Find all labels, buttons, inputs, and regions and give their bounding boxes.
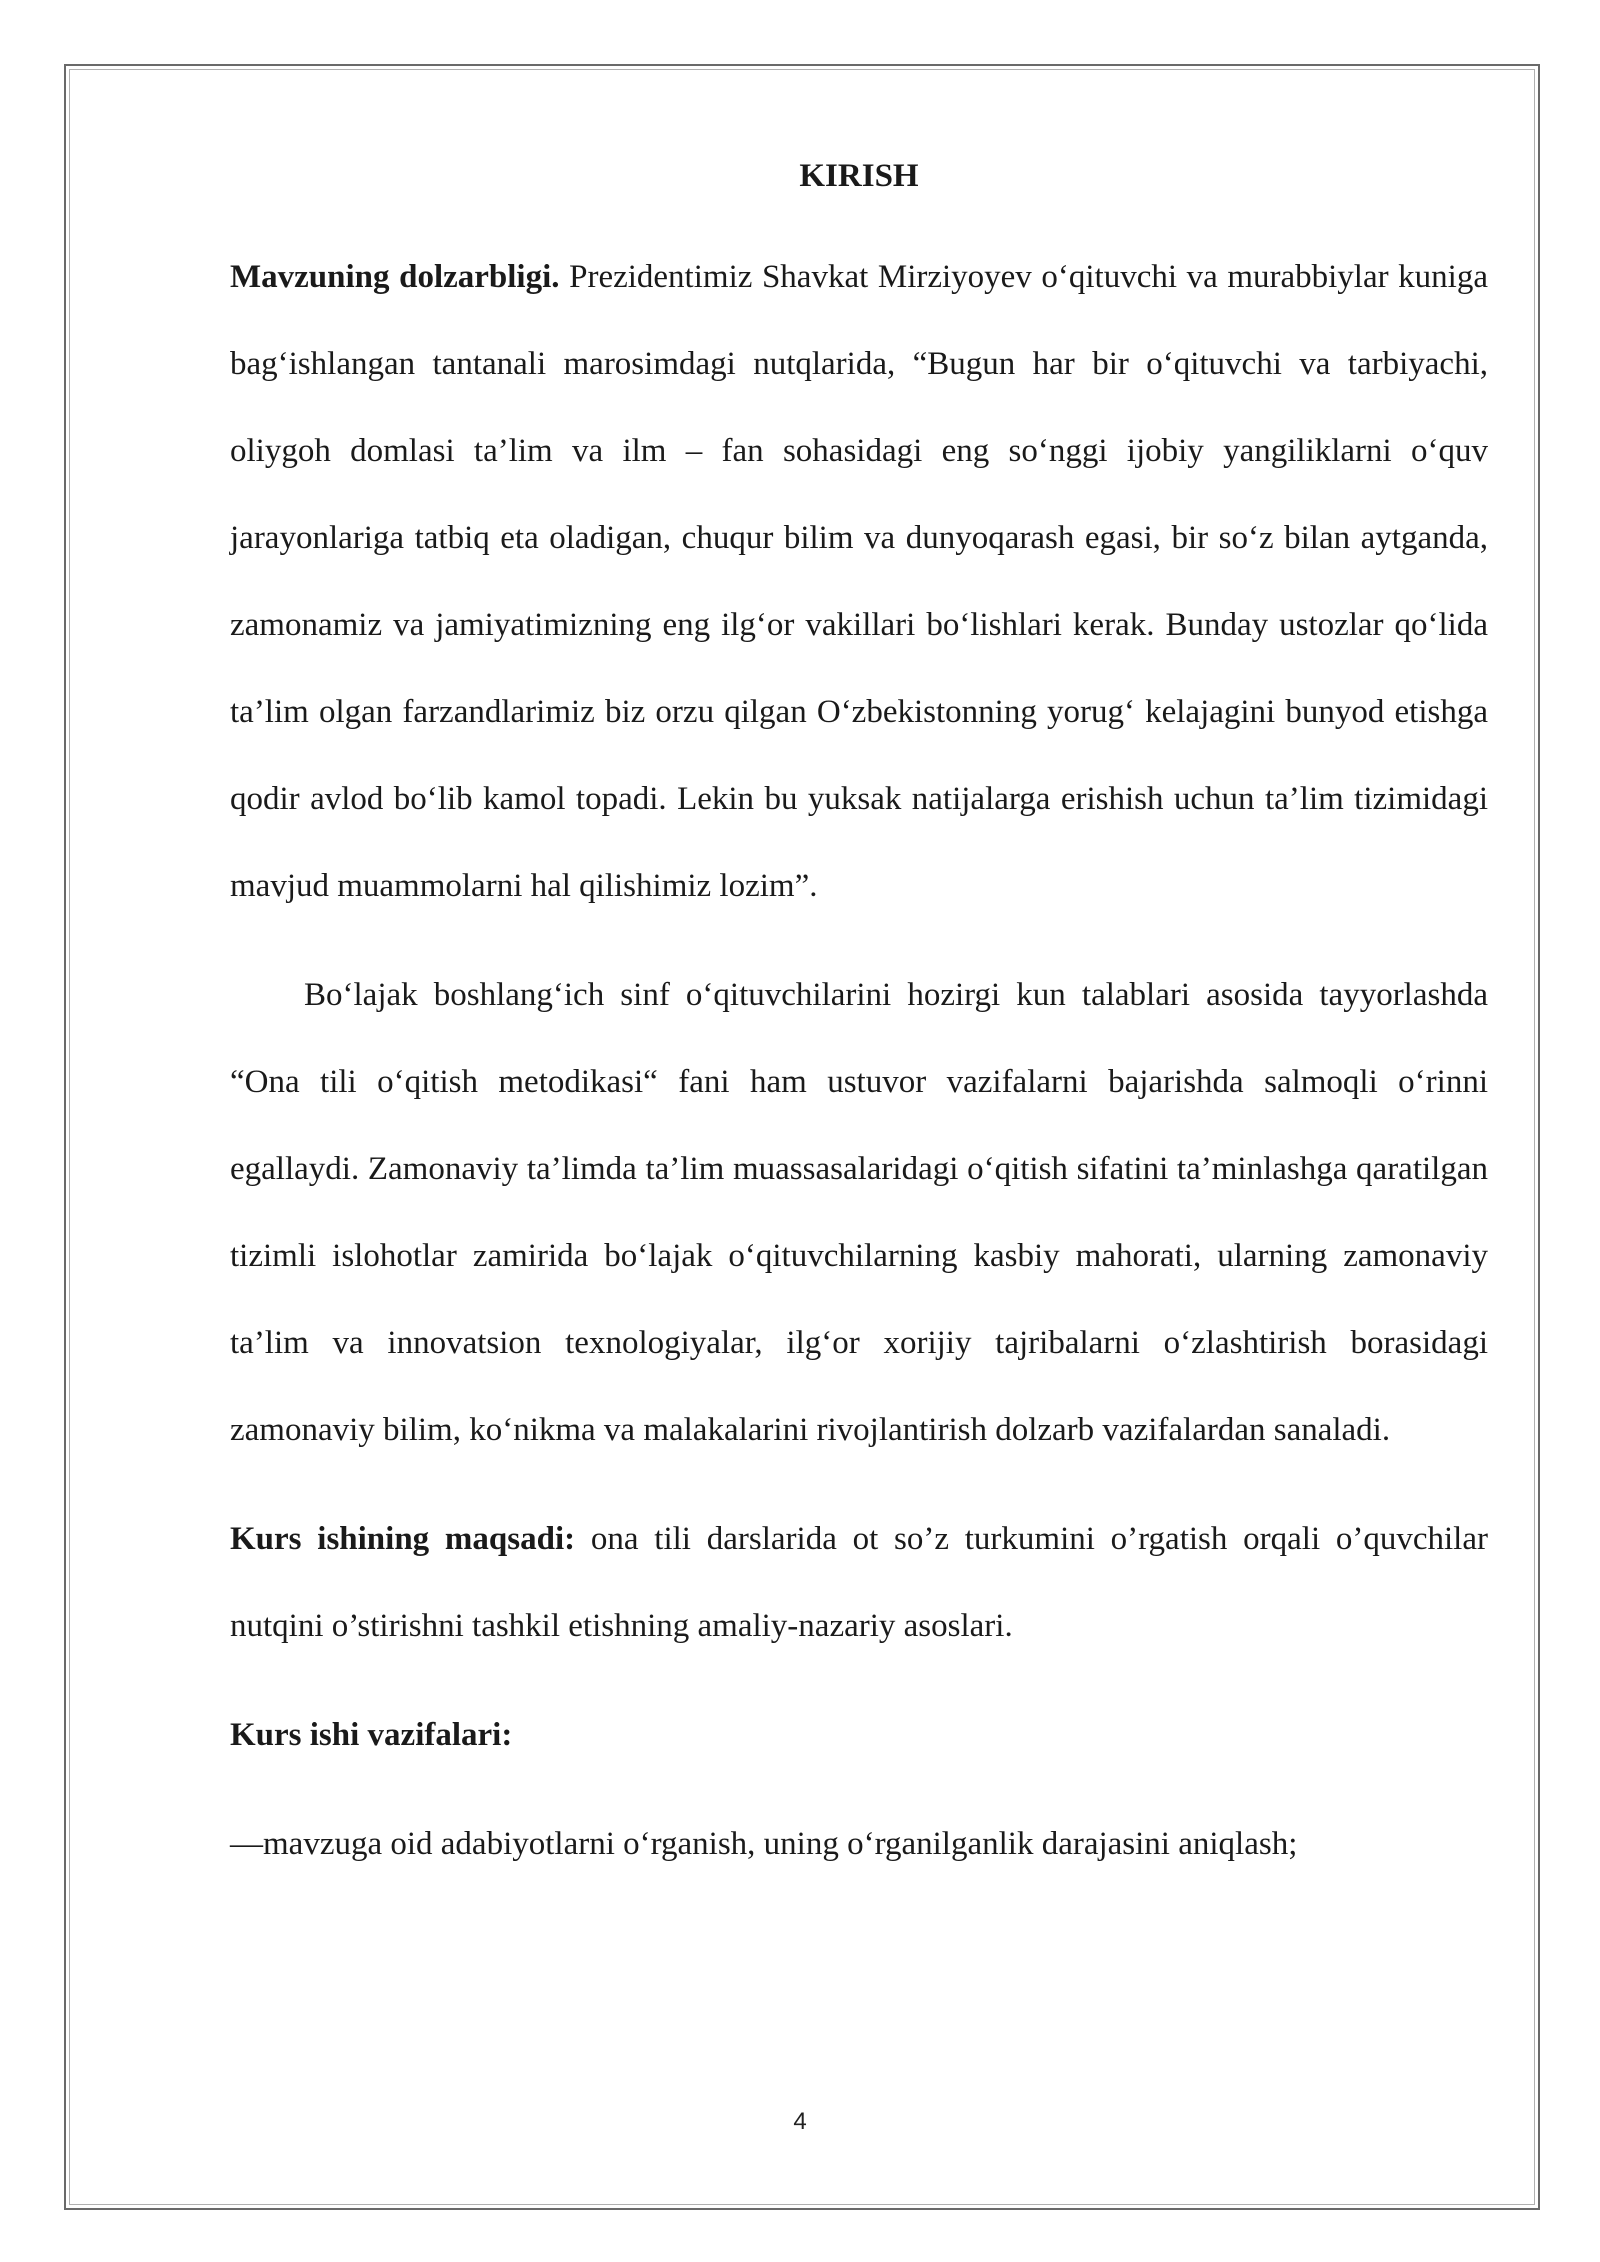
document-body <box>230 150 1488 1888</box>
document-title: KIRISH <box>799 158 919 194</box>
goal-text: ona tili darslarida ot so’z turkumini o’rgatish orqali o’quvchilar nutqini o’stirishni tashkil etishning amaliy-nazariy asoslari. <box>230 1521 1488 1644</box>
relevance-heading: Mavzuning dolzarbligi. <box>230 259 560 295</box>
task-item: —mavzuga oid adabiyotlarni oʻrganish, uning oʻrganilganlik darajasini aniqlash; <box>230 1826 1298 1862</box>
goal-heading: Kurs ishining maqsadi: <box>230 1521 576 1557</box>
relevance-text: Prezidentimiz Shavkat Mirziyoyev oʻqituvchi va murabbiylar kuniga bagʻishlangan tantanali marosimdagi nutqlarida, “Bugun har bir oʻqituvchi va tarbiyachi, oliygoh domlasi ta’lim va ilm – fan sohasidagi eng soʻnggi ijobiy yangiliklarni oʻquv jarayonlariga tatbiq eta oladigan, chuqur bilim va dunyoqarash egasi, bir soʻz bilan aytganda, zamonamiz va jamiyatimizning eng ilgʻor vakillari boʻlishlari kerak. Bunday ustozlar qoʻlida ta’lim olgan farzandlarimiz biz orzu qilgan Oʻzbekistonning yorugʻ kelajagini bunyod etishga qodir avlod boʻlib kamol topadi. Lekin bu yuksak natijalarga erishish uchun ta’lim tizimidagi mavjud muammolarni hal qilishimiz lozim”. <box>230 259 1488 904</box>
page-number: 4 <box>793 2108 807 2135</box>
paragraph-teacher-training: Boʻlajak boshlangʻich sinf oʻqituvchilarini hozirgi kun talablari asosida tayyorlashda “Ona tili oʻqitish metodikasi“ fani ham ustuvor vazifalarni bajarishda salmoqli oʻrinni egallaydi. Zamonaviy ta’limda ta’lim muassasalaridagi oʻqitish sifatini ta’minlashga qaratilgan tizimli islohotlar zamirida boʻlajak oʻqituvchilarning kasbiy mahorati, ularning zamonaviy ta’lim va innovatsion texnologiyalar, ilgʻor xorijiy tajribalarni oʻzlashtirish borasidagi zamonaviy bilim, koʻnikma va malakalarini rivojlantirish dolzarb vazifalardan sanaladi. <box>230 977 1488 1448</box>
paragraph-relevance <box>230 234 1488 930</box>
paragraph-goal <box>230 1496 1488 1670</box>
tasks-heading: Kurs ishi vazifalari: <box>230 1717 513 1753</box>
